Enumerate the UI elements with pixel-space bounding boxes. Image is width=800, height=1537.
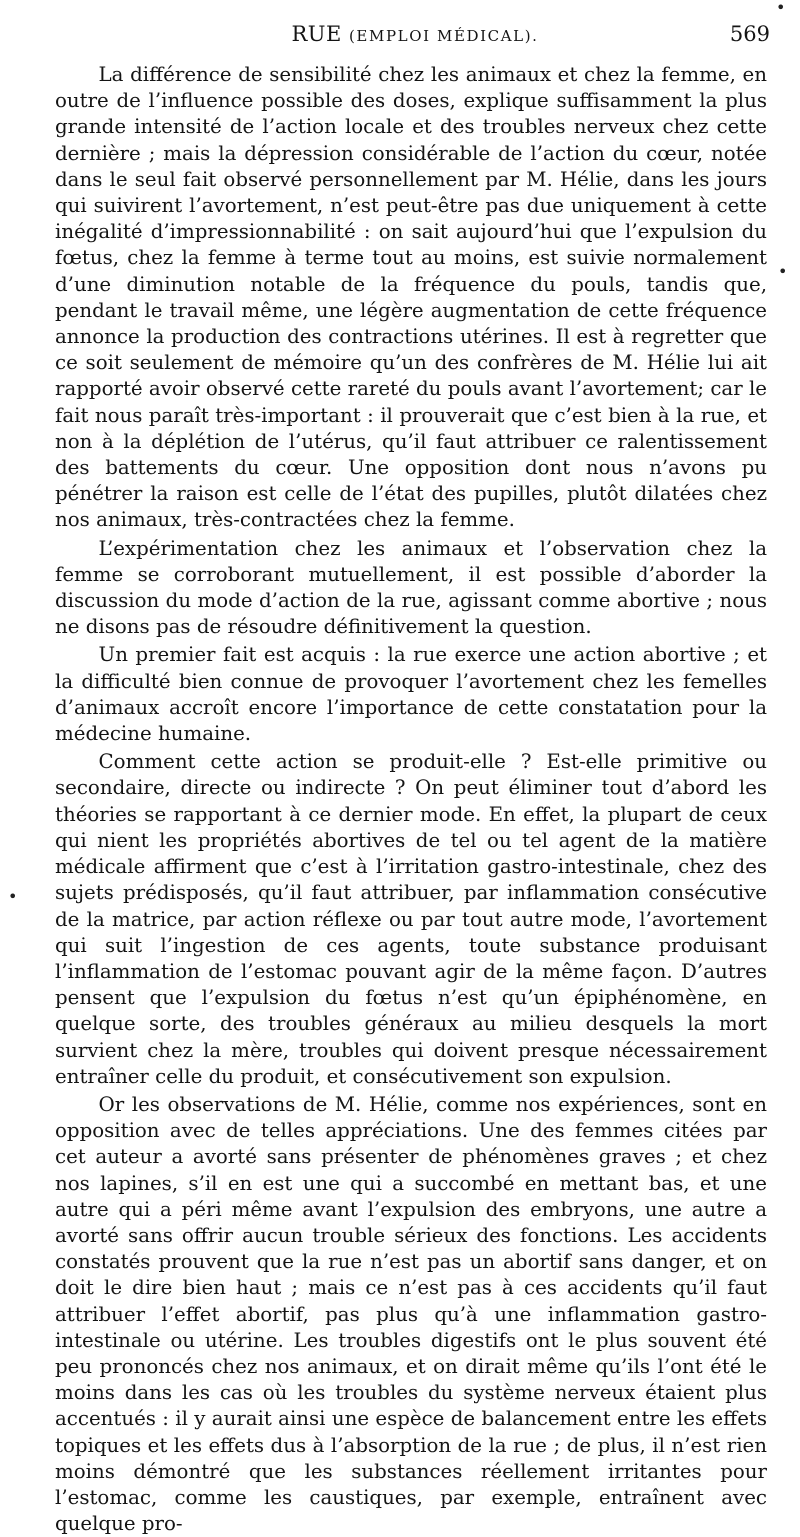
paragraph-1: La différence de sensibilité chez les animaux et chez la femme, en outre de l’influence possible des doses, explique suffisamment la plus grande intensité de l’action locale et des troubles nerveux chez cette dernière ; mais la dépression considérable de l’action du cœur, notée dans le seul fait observé personnellement par M. Hélie, dans les jours qui suivirent l’avortement, n’est peut-être pas due uniquement à cette inégalité d’impressionnabilité : on sait aujourd’hui que l’expulsion du fœtus, chez la femme à terme tout au moins, est suivie normalement d’une diminution notable de la fréquence du pouls, tandis que, pendant le travail même, une légère augmentation de cette fréquence annonce la production des contractions utérines. Il est à regretter que ce soit seulement de mémoire qu’un des confrères de M. Hélie lui ait rapporté avoir observé cette rareté du pouls avant l’avortement; car le fait nous paraît très-important : il prouverait que c’est bien à la rue, et non à la déplétion de l’utérus, qu’il faut attribuer ce ralentissement des battements du cœur. Une opposition dont nous n’avons pu pénétrer la raison est celle de l’état des pupilles, plutôt dilatées chez nos animaux, très-contractées chez la femme. (55, 63, 767, 532)
body-text (55, 62, 767, 1537)
paragraph-5: Or les observations de M. Hélie, comme nos expériences, sont en opposition avec de telles appréciations. Une des femmes citées par cet auteur a avorté sans présenter de phénomènes graves ; et chez nos lapines, s’il en est une qui a succombé en mettant bas, et une autre qui a péri même avant l’expulsion des embryons, une autre a avorté sans offrir aucun trouble sérieux des fonctions. Les accidents constatés prouvent que la rue n’est pas un abortif sans danger, et on doit le dire bien haut ; mais ce n’est pas à ces accidents qu’il faut attribuer l’effet abortif, pas plus qu’à une inflammation gastro-intestinale ou utérine. Les troubles digestifs ont le plus souvent été peu prononcés chez nos animaux, et on dirait même qu’ils l’ont été le moins dans les cas où les troubles du système nerveux étaient plus accentués : il y aurait ainsi une espèce de balancement entre les effets topiques et les effets dus à l’absorption de la rue ; de plus, il n’est rien moins démontré que les substances réellement irritantes pour l’estomac, comme les caustiques, par exemple, entraînent avec quelque pro- (55, 1092, 767, 1536)
running-title-subtitle: (EMPLOI MÉDICAL). (348, 27, 539, 45)
running-title-main: RUE (291, 22, 342, 46)
running-header (60, 22, 770, 56)
paragraph-2: L’expérimentation chez les animaux et l’observation chez la femme se corroborant mutuellement, il est possible d’aborder la discussion du mode d’action de la rue, agissant comme abortive ; nous ne disons pas de résoudre définitivement la question. (55, 536, 767, 639)
paragraph-4: Comment cette action se produit-elle ? Est-elle primitive ou secondaire, directe ou indirecte ? On peut éliminer tout d’abord les théories se rapportant à ce dernier mode. En effet, la plupart de ceux qui nient les propriétés abortives de tel ou tel agent de la matière médicale affirment que c’est à l’irritation gastro-intestinale, chez des sujets prédisposés, qu’il faut attribuer, par inflammation consécutive de la matrice, par action réflexe ou par tout autre mode, l’avortement qui suit l’ingestion de ces agents, toute substance produisant l’inflammation de l’estomac pouvant agir de la même façon. D’autres pensent que l’expulsion du fœtus n’est qu’un épiphénomène, en quelque sorte, des troubles généraux au milieu desquels la mort survient chez la mère, troubles qui doivent presque nécessairement entraîner celle du produit, et consécutivement son expulsion. (55, 750, 767, 1088)
margin-speck-top: • (776, 0, 786, 17)
paragraph-3: Un premier fait est acquis : la rue exerce une action abortive ; et la difficulté bien connue de provoquer l’avortement chez les femelles d’animaux accroît encore l’importance de cette constatation pour la médecine humaine. (55, 643, 767, 746)
page-number: 569 (729, 22, 770, 46)
running-title (60, 22, 770, 46)
margin-speck-left: • (8, 887, 18, 906)
margin-speck-right: • (778, 262, 788, 281)
